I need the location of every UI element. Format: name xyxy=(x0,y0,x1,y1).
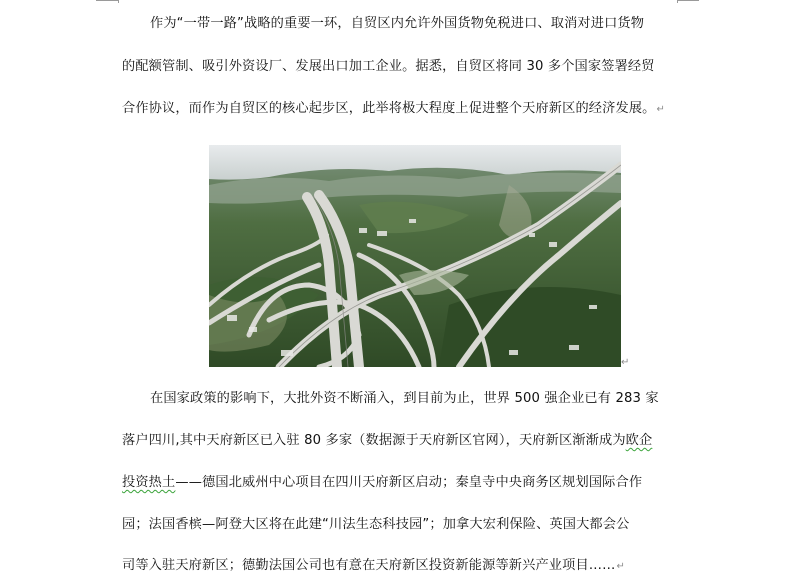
text: 作为“一带一路”战略的重要一环，自贸区内允许外国货物免税进口、取消对进口货物 xyxy=(150,16,645,31)
text: 司等入驻天府新区；德勤法国公司也有意在天府新区投资新能源等新兴产业项目…… xyxy=(122,558,616,573)
text: 园；法国香槟—阿登大区将在此建“川法生态科技园”；加拿大宏利保险、英国大都会公 xyxy=(122,517,630,532)
crop-mark-top-left xyxy=(96,0,118,1)
paragraph-2-line-4[interactable] xyxy=(122,516,682,534)
paragraph-1-line-1[interactable] xyxy=(122,15,682,33)
paragraph-1-line-3[interactable] xyxy=(122,100,682,119)
crop-mark-top-right-vertical xyxy=(677,0,678,3)
paragraph-1-line-2[interactable] xyxy=(122,58,682,76)
text: 的配额管制、吸引外资设厂、发展出口加工企业。据悉，自贸区将同 30 多个国家签署经贸 xyxy=(122,59,655,74)
spellcheck-underlined-text[interactable]: 投资热土 xyxy=(122,475,176,490)
text: 在国家政策的影响下，大批外资不断涌入，到目前为止，世界 500 强企业已有 283 家 xyxy=(150,391,659,406)
text: 合作协议，而作为自贸区的核心起步区，此举将极大程度上促进整个天府新区的经济发展。 xyxy=(122,101,656,116)
paragraph-mark-icon: ↵ xyxy=(621,357,630,368)
aerial-highway-photo[interactable] xyxy=(209,145,621,367)
paragraph-mark-icon: ↵ xyxy=(656,104,666,115)
spellcheck-underlined-text[interactable]: 欧企 xyxy=(625,433,653,448)
text: 落户四川,其中天府新区已入驻 80 多家（数据源于天府新区官网），天府新区渐渐成为 xyxy=(122,433,626,448)
paragraph-2-line-2[interactable] xyxy=(122,432,682,450)
paragraph-mark-icon: ↵ xyxy=(616,561,626,572)
crop-mark-top-left-vertical xyxy=(118,0,119,3)
text: ——德国北威州中心项目在四川天府新区启动；秦皇寺中央商务区规划国际合作 xyxy=(175,475,643,490)
photo-illustration xyxy=(209,145,621,367)
paragraph-2-line-3[interactable] xyxy=(122,474,682,492)
paragraph-2-line-1[interactable] xyxy=(122,390,682,408)
paragraph-2-line-5[interactable] xyxy=(122,557,682,576)
crop-mark-top-right xyxy=(677,0,699,1)
